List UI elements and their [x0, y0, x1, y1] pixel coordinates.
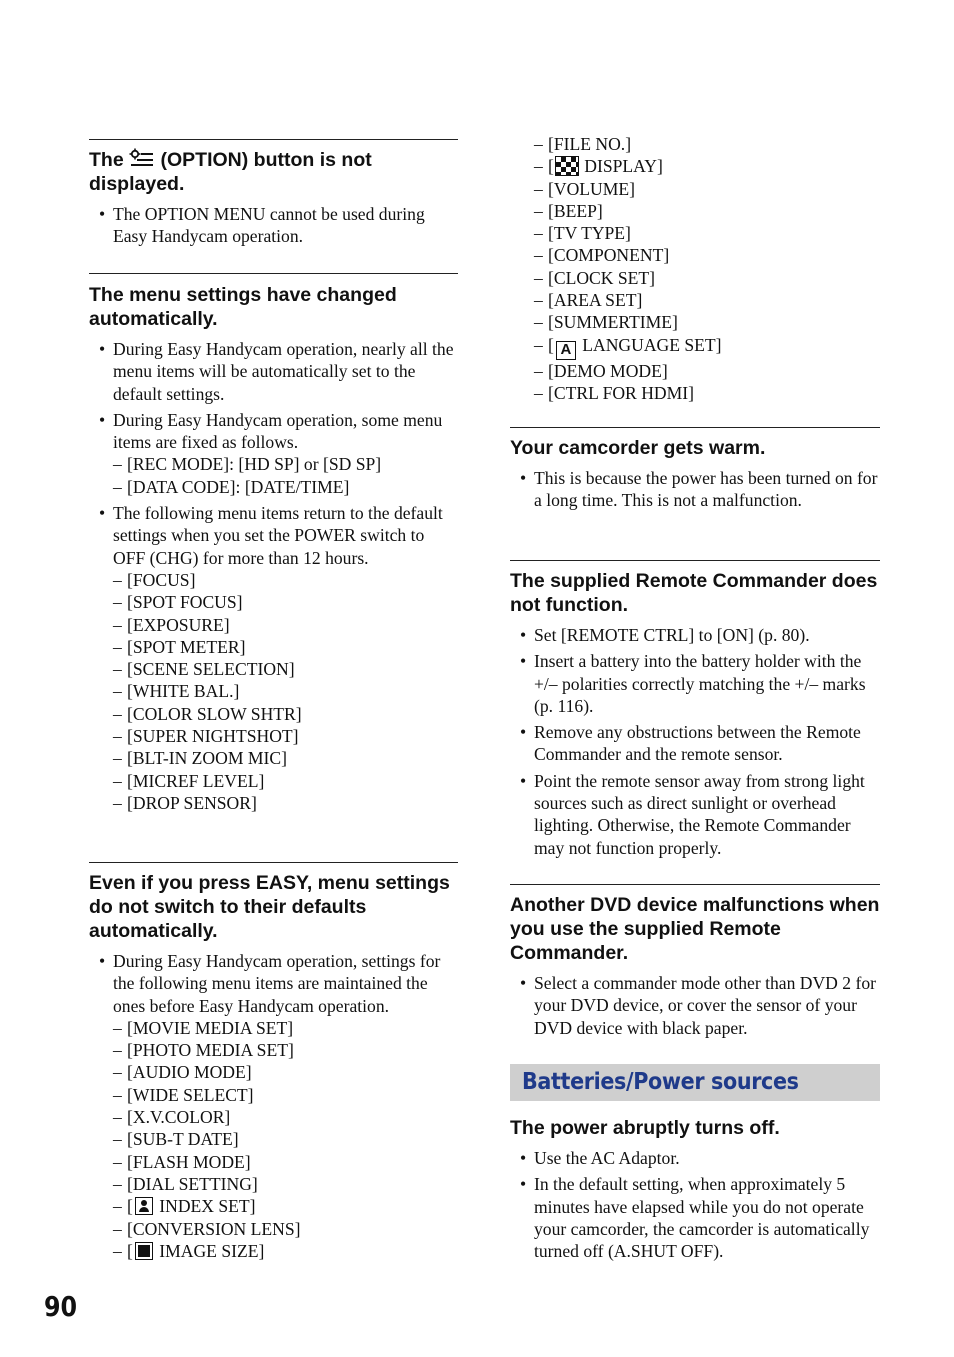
- dash-text: [COMPONENT]: [548, 245, 670, 266]
- dash-item: [113, 725, 458, 747]
- dash-text: [SPOT FOCUS]: [127, 592, 243, 613]
- bullet-marker: •: [520, 770, 527, 791]
- dash-item: [113, 1173, 458, 1195]
- section-option-button: [89, 139, 458, 248]
- dash-text: [FILE NO.]: [548, 134, 632, 154]
- dash-marker: –: [113, 1084, 122, 1105]
- bracket-text: [: [548, 334, 554, 355]
- dash-text: IMAGE SIZE]: [159, 1240, 265, 1261]
- dash-text: [PHOTO MEDIA SET]: [127, 1040, 294, 1061]
- dash-item: [534, 311, 880, 333]
- dash-item: [113, 1017, 458, 1039]
- dash-list: [113, 1017, 458, 1262]
- section-dvd-device: [510, 884, 880, 1039]
- list-item: [89, 950, 458, 1262]
- dash-text: [CTRL FOR HDMI]: [548, 382, 694, 403]
- dash-text: [DATA CODE]: [DATE/TIME]: [127, 476, 350, 497]
- dash-item: [113, 614, 458, 636]
- dash-text: DISPLAY]: [584, 156, 663, 177]
- section-remote-commander: [510, 560, 880, 859]
- dash-item: [113, 1218, 458, 1240]
- bullet-marker: •: [520, 625, 527, 645]
- dash-marker: –: [113, 636, 122, 657]
- dash-marker: –: [534, 334, 543, 355]
- bullet-text: In the default setting, when approximately 5 minutes have elapsed while you do not operate your camcorder, the camcorder is automatically turned off (A.SHUT OFF).: [534, 1174, 870, 1262]
- section-heading: Your camcorder gets warm.: [510, 437, 766, 459]
- dash-item: [113, 1195, 458, 1217]
- bullet-list: [510, 467, 880, 512]
- section-heading: The menu settings have changed automatically.: [89, 284, 397, 330]
- dash-item: [113, 569, 458, 591]
- section-power-turns-off: [510, 1116, 880, 1262]
- list-item: [89, 203, 458, 248]
- bullet-marker: •: [99, 204, 106, 224]
- dash-item: [534, 222, 880, 244]
- dash-marker: –: [113, 659, 122, 680]
- dash-item: [113, 1151, 458, 1173]
- person-index-icon: [135, 1197, 153, 1215]
- dash-item: [113, 1106, 458, 1128]
- dash-text: [FOCUS]: [127, 569, 196, 590]
- bullet-list: [510, 624, 880, 859]
- dash-marker: –: [113, 681, 122, 702]
- list-item: [510, 972, 880, 1039]
- bullet-text: Remove any obstructions between the Remote Commander and the remote sensor.: [534, 722, 861, 765]
- dash-text: [SUMMERTIME]: [548, 312, 678, 333]
- dash-item: [113, 453, 458, 475]
- dash-marker: –: [534, 156, 543, 177]
- dash-text: [SUPER NIGHTSHOT]: [127, 726, 299, 747]
- dash-item: [113, 1128, 458, 1150]
- dash-marker: –: [534, 178, 543, 199]
- dash-marker: –: [113, 1107, 122, 1128]
- dash-item: [113, 1039, 458, 1061]
- dash-text: [DROP SENSOR]: [127, 792, 257, 813]
- bullet-marker: •: [520, 1148, 527, 1168]
- dash-marker: –: [113, 569, 122, 590]
- dash-marker: –: [113, 748, 122, 769]
- divider: [510, 427, 880, 428]
- dash-marker: –: [113, 792, 122, 813]
- dash-list: [113, 453, 458, 498]
- dash-text: [AREA SET]: [548, 290, 643, 311]
- dash-item: [534, 382, 880, 404]
- dash-item: [534, 334, 880, 360]
- section-heading: The supplied Remote Commander does not function.: [510, 570, 878, 616]
- bullet-list: [89, 203, 458, 248]
- banner-title: Batteries/Power sources: [522, 1069, 799, 1095]
- bullet-text: Insert a battery into the battery holder with the +/– polarities correctly matching the +/– marks (p. 116).: [534, 651, 866, 716]
- display-icon: [556, 157, 578, 175]
- dash-marker: –: [534, 223, 543, 244]
- divider: [510, 560, 880, 561]
- dash-marker: –: [534, 290, 543, 311]
- bullet-text: This is because the power has been turned on for a long time. This is not a malfunction.: [534, 468, 878, 511]
- dash-marker: –: [113, 1040, 122, 1061]
- dash-marker: –: [113, 476, 122, 497]
- bullet-marker: •: [520, 973, 527, 993]
- dash-item: [534, 360, 880, 382]
- dash-text: [EXPOSURE]: [127, 614, 230, 635]
- dash-text: [DIAL SETTING]: [127, 1173, 258, 1194]
- dash-text: [VOLUME]: [548, 178, 635, 199]
- dash-marker: –: [113, 1196, 122, 1217]
- bullet-text: The OPTION MENU cannot be used during Easy Handycam operation.: [113, 204, 425, 247]
- dash-marker: –: [113, 454, 122, 475]
- divider: [89, 139, 458, 140]
- heading-text: (OPTION) button is not displayed.: [89, 149, 372, 195]
- section-heading: The power abruptly turns off.: [510, 1117, 780, 1139]
- dash-text: [CLOCK SET]: [548, 267, 656, 288]
- dash-item: [113, 1240, 458, 1262]
- list-item: [89, 502, 458, 814]
- list-item: [510, 1173, 880, 1262]
- list-item: [510, 650, 880, 717]
- dash-marker: –: [534, 134, 543, 154]
- dash-marker: –: [534, 267, 543, 288]
- dash-marker: –: [534, 200, 543, 221]
- dash-marker: –: [534, 245, 543, 266]
- dash-text: [REC MODE]: [HD SP] or [SD SP]: [127, 454, 382, 475]
- dash-text: INDEX SET]: [159, 1196, 256, 1217]
- section-camcorder-warm: [510, 427, 880, 512]
- dash-text: [SUB-T DATE]: [127, 1129, 239, 1150]
- dash-marker: –: [534, 312, 543, 333]
- dash-text: LANGUAGE SET]: [582, 334, 722, 355]
- bullet-marker: •: [520, 722, 527, 743]
- dash-item: [534, 200, 880, 222]
- bullet-marker: •: [520, 651, 527, 672]
- bullet-marker: •: [99, 951, 106, 971]
- dash-item: [113, 792, 458, 814]
- section-banner: [510, 1064, 880, 1101]
- bullet-marker: •: [520, 468, 527, 488]
- dash-item: [113, 591, 458, 613]
- section-heading: Even if you press EASY, menu settings do not switch to their defaults automatically.: [89, 872, 450, 942]
- page-number: 90: [44, 1290, 78, 1323]
- dash-item: [113, 1084, 458, 1106]
- section-menu-settings-changed: [89, 273, 458, 814]
- dash-item: [534, 155, 880, 177]
- list-item: [510, 624, 880, 646]
- dash-marker: –: [113, 726, 122, 747]
- dash-marker: –: [113, 703, 122, 724]
- bullet-marker: •: [520, 1174, 527, 1195]
- bullet-text: During Easy Handycam operation, nearly all the menu items will be automatically set to the default settings.: [113, 339, 454, 404]
- section-heading: Another DVD device malfunctions when you use the supplied Remote Commander.: [510, 894, 880, 964]
- bullet-marker: •: [99, 409, 106, 430]
- bullet-text: Select a commander mode other than DVD 2 for your DVD device, or cover the sensor of your DVD device with black paper.: [534, 973, 876, 1038]
- list-item: [510, 467, 880, 512]
- dash-item: [113, 747, 458, 769]
- dash-text: [DEMO MODE]: [548, 360, 668, 381]
- dash-marker: –: [113, 1173, 122, 1194]
- dash-marker: –: [113, 1017, 122, 1038]
- dash-marker: –: [534, 360, 543, 381]
- dash-item: [534, 267, 880, 289]
- section-heading: [89, 148, 458, 196]
- dash-item: [534, 244, 880, 266]
- bullet-text: Point the remote sensor away from strong light sources such as direct sunlight or overhead lighting. Otherwise, the Remote Commander may not function properly.: [534, 770, 865, 858]
- divider: [89, 862, 458, 863]
- dash-text: [TV TYPE]: [548, 223, 631, 244]
- dash-list: [534, 133, 880, 404]
- bracket-text: [: [548, 156, 554, 177]
- dash-list: [113, 569, 458, 814]
- dash-item: [113, 703, 458, 725]
- bullet-list: [89, 950, 458, 1262]
- divider: [89, 273, 458, 274]
- dash-marker: –: [113, 614, 122, 635]
- dash-text: [BLT-IN ZOOM MIC]: [127, 748, 287, 769]
- dash-text: [MICREF LEVEL]: [127, 770, 265, 791]
- dash-item: [113, 636, 458, 658]
- list-item: [510, 721, 880, 766]
- dash-item: [113, 658, 458, 680]
- divider: [510, 884, 880, 885]
- dash-text: [X.V.COLOR]: [127, 1107, 231, 1128]
- bullet-text: Use the AC Adaptor.: [534, 1148, 680, 1168]
- dash-text: [AUDIO MODE]: [127, 1062, 252, 1083]
- dash-item: [113, 476, 458, 498]
- bullet-text: During Easy Handycam operation, some menu items are fixed as follows.: [113, 409, 443, 453]
- dash-item: [113, 680, 458, 702]
- bullet-text: Set [REMOTE CTRL] to [ON] (p. 80).: [534, 625, 810, 645]
- list-item: [89, 409, 458, 498]
- bracket-text: [: [127, 1196, 133, 1217]
- dash-item: [534, 133, 880, 155]
- bracket-text: [: [127, 1240, 133, 1261]
- bullet-text: During Easy Handycam operation, settings for the following menu items are maintained the ones before Easy Handycam operation.: [113, 951, 441, 1016]
- dash-item: [113, 770, 458, 792]
- dash-marker: –: [113, 1129, 122, 1150]
- dash-text: [BEEP]: [548, 200, 603, 221]
- image-size-icon: [135, 1242, 153, 1260]
- section-easy-settings: [89, 862, 458, 1262]
- dash-marker: –: [534, 382, 543, 403]
- dash-text: [WHITE BAL.]: [127, 681, 240, 702]
- dash-marker: –: [113, 770, 122, 791]
- dash-marker: –: [113, 1218, 122, 1239]
- list-item: [510, 770, 880, 859]
- list-item: [89, 338, 458, 405]
- dash-marker: –: [113, 592, 122, 613]
- bullet-marker: •: [99, 503, 106, 524]
- bullet-marker: •: [99, 339, 106, 359]
- dash-marker: –: [113, 1062, 122, 1083]
- dash-text: [SCENE SELECTION]: [127, 659, 295, 680]
- language-icon: A: [556, 341, 576, 360]
- bullet-text: The following menu items return to the default settings when you set the POWER switch to OFF (CHG) for more than 12 hours.: [113, 503, 443, 568]
- dash-text: [WIDE SELECT]: [127, 1084, 254, 1105]
- bullet-list: [510, 1147, 880, 1262]
- dash-marker: –: [113, 1240, 122, 1261]
- dash-text: [MOVIE MEDIA SET]: [127, 1017, 294, 1038]
- dash-marker: –: [113, 1151, 122, 1172]
- bullet-list: [510, 972, 880, 1039]
- dash-item: [534, 178, 880, 200]
- dash-text: [FLASH MODE]: [127, 1151, 251, 1172]
- list-item: [510, 1147, 880, 1169]
- dash-item: [534, 289, 880, 311]
- dash-text: [COLOR SLOW SHTR]: [127, 703, 302, 724]
- option-icon: [129, 148, 155, 168]
- dash-item: [113, 1061, 458, 1083]
- bullet-list: [89, 338, 458, 814]
- dash-text: [SPOT METER]: [127, 636, 246, 657]
- continued-dash-list: [534, 133, 880, 404]
- dash-text: [CONVERSION LENS]: [127, 1218, 301, 1239]
- heading-text: The: [89, 149, 124, 171]
